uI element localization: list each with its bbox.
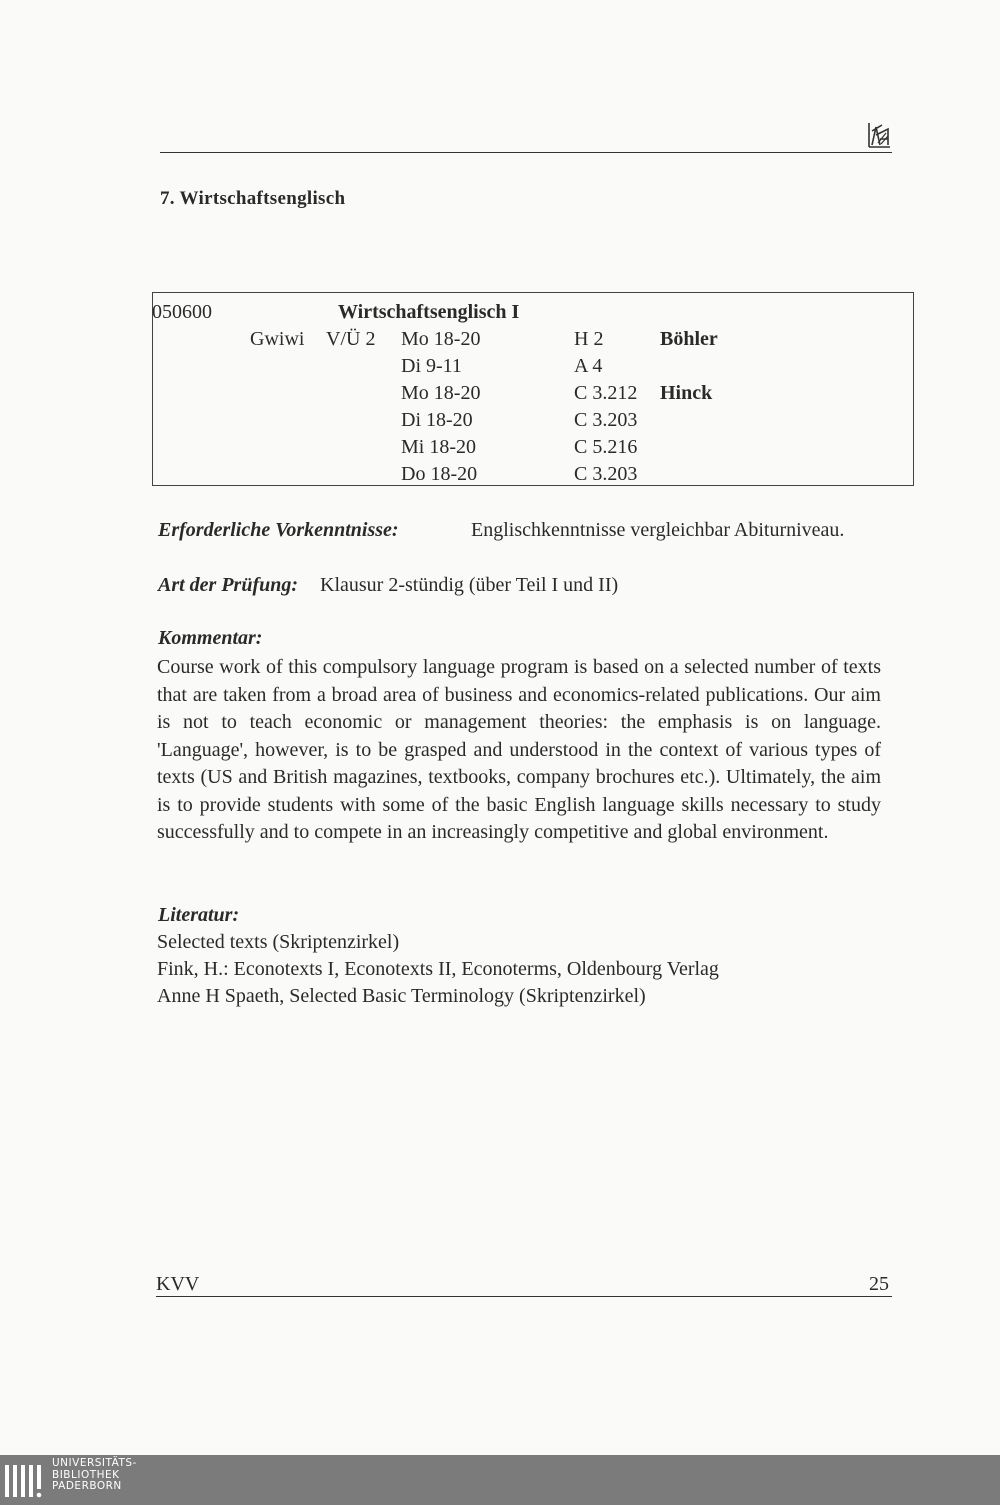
course-number: 050600 [152,301,212,323]
course-department: Gwiwi [250,328,305,350]
course-title: Wirtschaftsenglisch I [338,301,520,323]
course-table [152,292,914,486]
session-room: C 5.216 [574,436,638,458]
library-stamp-text [52,1458,137,1493]
session-room: C 3.203 [574,463,638,485]
library-stamp-band [0,1455,1000,1505]
library-stamp-line: BIBLIOTHEK [52,1468,120,1481]
session-time: Mo 18-20 [401,382,481,404]
course-type: V/Ü 2 [326,328,376,350]
university-logo-icon [866,117,892,151]
session-time: Di 18-20 [401,409,473,431]
prerequisites-label: Erforderliche Vorkenntnisse: [158,519,399,541]
section-title: 7. Wirtschaftsenglisch [160,188,346,209]
library-stamp-line: PADERBORN [52,1480,122,1492]
literature-label: Literatur: [158,904,240,926]
footer-label: KVV [156,1273,200,1295]
session-time: Mi 18-20 [401,436,476,458]
exam-label: Art der Prüfung: [158,574,299,596]
session-time: Di 9-11 [401,355,462,377]
comment-text: Course work of this compulsory language program is based on a selected number of texts that are taken from a broad area of business and economics-related publications. Our aim is not to teach economic or management theories: the emphasis is on language. 'Language', however, is to be grasped and understood in the context of various types of texts (US and British magazines, textbooks, company brochures etc.). Ultimately, the aim is to provide students with some of the basic English language skills necessary to study successfully and to compete in an increasingly competitive and global environment. [157,656,881,843]
session-time: Do 18-20 [401,463,478,485]
session-room: C 3.212 [574,382,638,404]
session-lecturer: Böhler [660,328,718,350]
exam-value: Klausur 2-stündig (über Teil I und II) [320,574,619,596]
library-logo-icon [4,1459,44,1499]
session-room: A 4 [574,355,603,377]
comment-label: Kommentar: [158,627,263,649]
footer-rule [156,1296,892,1297]
literature-item: Anne H Spaeth, Selected Basic Terminology (Skriptenzirkel) [157,985,646,1007]
header-rule [160,152,892,153]
literature-item: Selected texts (Skriptenzirkel) [157,931,400,953]
session-room: C 3.203 [574,409,638,431]
literature-item: Fink, H.: Econotexts I, Econotexts II, Econoterms, Oldenbourg Verlag [157,958,719,980]
session-lecturer: Hinck [660,382,713,404]
library-stamp-line: UNIVERSITÄTS- [52,1457,137,1469]
prerequisites-value: Englischkenntnisse vergleichbar Abiturniveau. [471,519,845,541]
page-number: 25 [869,1273,889,1295]
session-time: Mo 18-20 [401,328,481,350]
session-room: H 2 [574,328,604,350]
